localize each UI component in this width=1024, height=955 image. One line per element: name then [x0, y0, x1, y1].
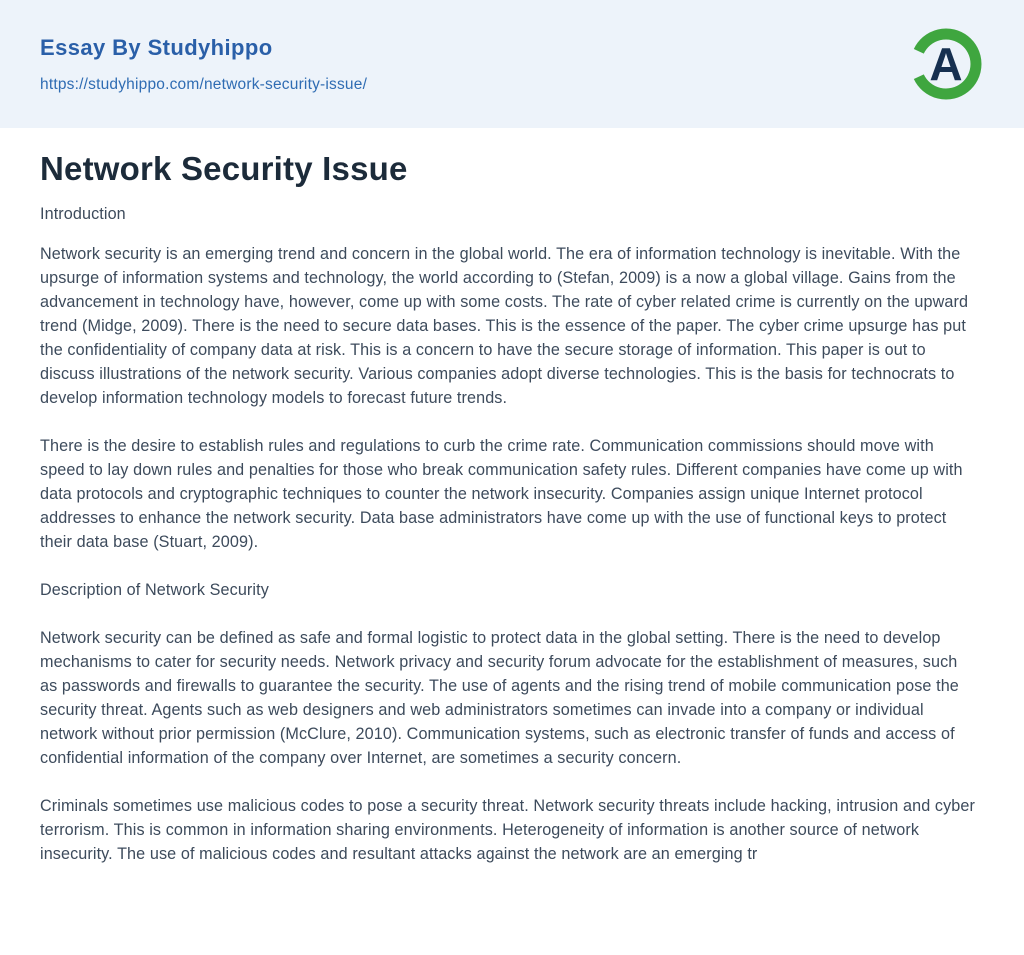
- paragraph: Criminals sometimes use malicious codes to pose a security threat. Network security threats include hacking, intrusion and cyber terrorism. This is common in information sharing environments. Heterogeneity of information is another source of network insecurity. The use of malicious codes and resultant attacks against the network are an emerging tr: [40, 797, 975, 863]
- paragraph: Network security can be defined as safe and formal logistic to protect data in the global setting. There is the need to develop mechanisms to cater for security needs. Network privacy and security forum advocate for the establishment of measures, such as passwords and firewalls to guarantee the security. The use of agents and the rising trend of mobile communication pose the security threat. Agents such as web designers and web administrators sometimes can invade into a company or individual network without prior permission (McClure, 2010). Communication systems, such as electronic transfer of funds and access of confidential information of the company over Internet, are sometimes a security concern.: [40, 629, 959, 767]
- studyhippo-logo[interactable]: [908, 26, 984, 102]
- site-header: [0, 0, 1024, 128]
- paragraph: There is the desire to establish rules and regulations to curb the crime rate. Communication commissions should move with speed to lay down rules and penalties for those who break communication safety rules. Different companies have come up with data protocols and cryptographic techniques to counter the network insecurity. Companies assign unique Internet protocol addresses to enhance the network security. Data base administrators have come up with the use of functional keys to protect their data base (Stuart, 2009).: [40, 437, 963, 551]
- site-name: Essay By Studyhippo: [40, 34, 273, 60]
- article-body: [0, 128, 1024, 866]
- logo-graphic: [908, 26, 984, 102]
- section-subheading: Description of Network Security: [40, 581, 269, 599]
- intro-label: Introduction: [40, 205, 126, 223]
- logo-letter: A: [929, 38, 963, 90]
- header-text-block: [40, 35, 367, 94]
- article-title: Network Security Issue: [40, 150, 408, 187]
- article-url-link[interactable]: https://studyhippo.com/network-security-issue/: [40, 75, 368, 93]
- paragraph: Network security is an emerging trend and concern in the global world. The era of information technology is inevitable. With the upsurge of information systems and technology, the world according to (Stefan, 2009) is a now a global village. Gains from the advancement in technology have, however, come up with some costs. The rate of cyber related crime is currently on the upward trend (Midge, 2009). There is the need to secure data bases. This is the essence of the paper. The cyber crime upsurge has put the confidentiality of company data at risk. This is a concern to have the secure storage of information. This paper is out to discuss illustrations of the network security. Various companies adopt diverse technologies. This is the basis for technocrats to develop information technology models to forecast future trends.: [40, 245, 969, 407]
